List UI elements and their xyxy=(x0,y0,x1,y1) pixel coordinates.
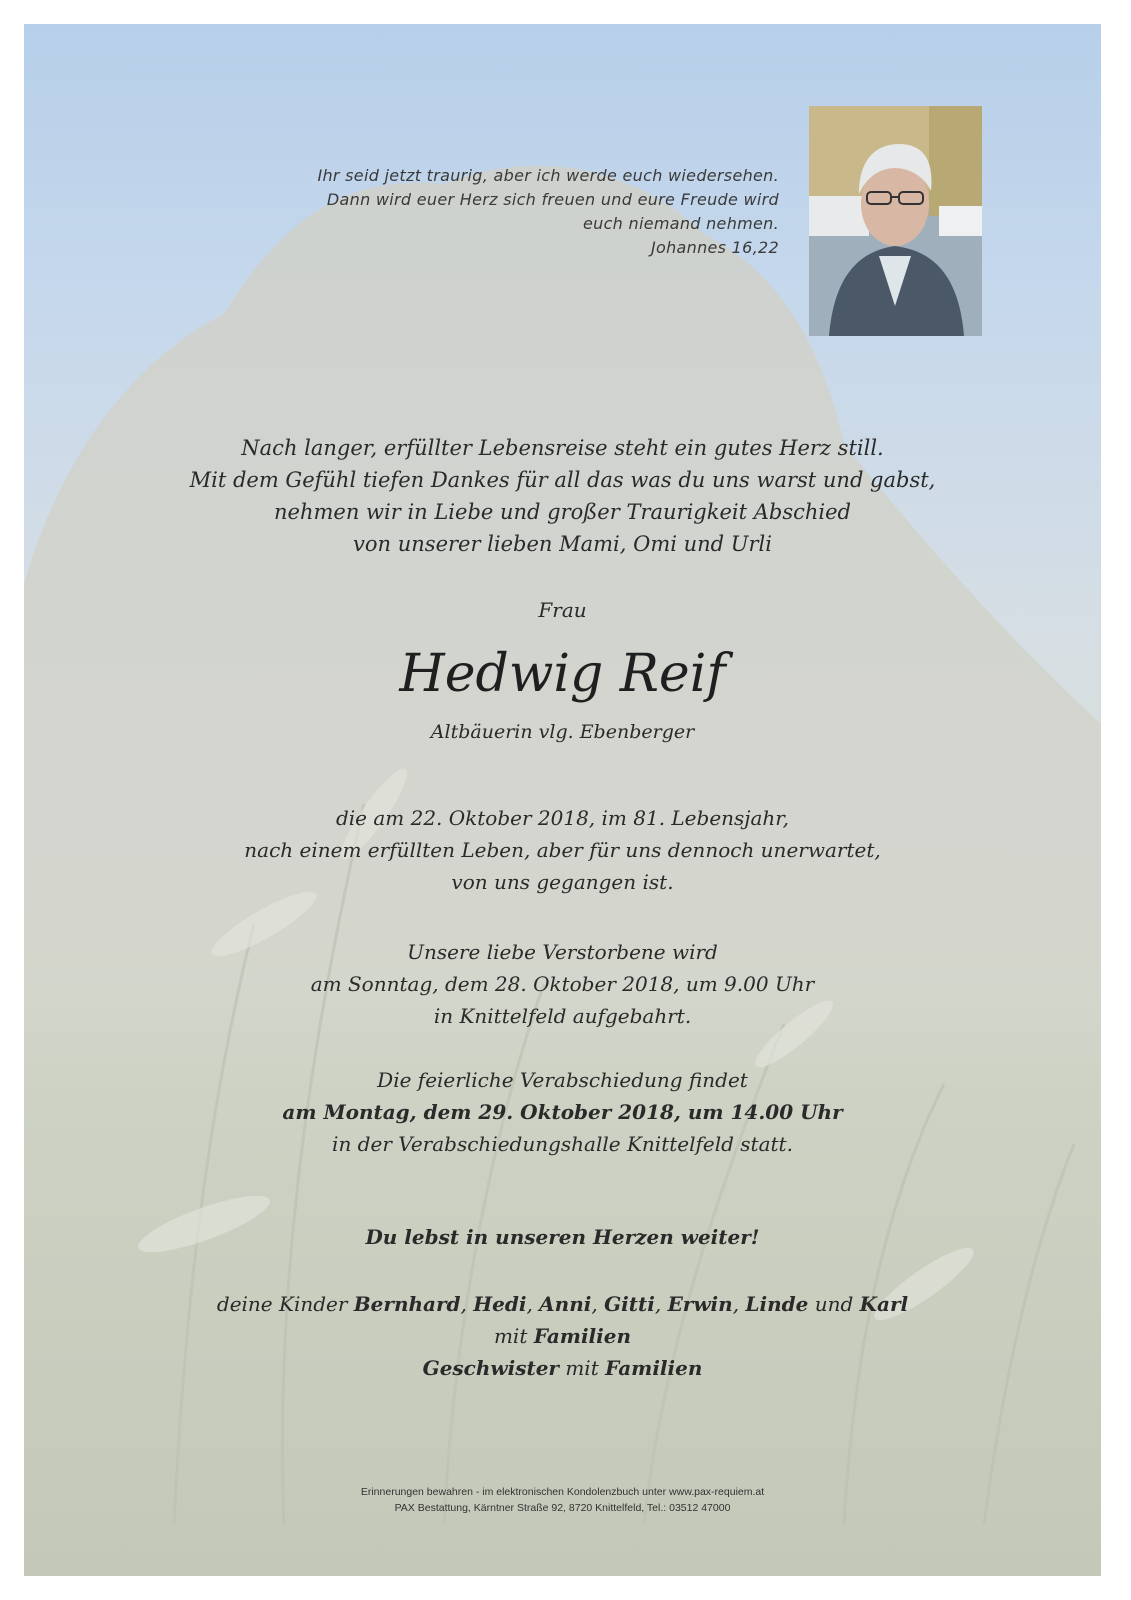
families-word: Familien xyxy=(533,1324,632,1348)
child-name: Bernhard xyxy=(353,1292,461,1316)
child-name: Hedi xyxy=(473,1292,527,1316)
separator: , xyxy=(732,1292,746,1316)
siblings-word: Geschwister xyxy=(422,1356,559,1380)
farewell-location: in der Verabschiedungshalle Knittelfeld statt. xyxy=(332,1132,793,1156)
intro-text xyxy=(24,432,1101,560)
quote-reference: Johannes 16,22 xyxy=(650,238,779,257)
footer xyxy=(24,1484,1101,1516)
quote-line: euch niemand nehmen. xyxy=(583,214,779,233)
salutation: Frau xyxy=(538,598,587,622)
footer-condolence-line: Erinnerungen bewahren - im elektronischen Kondolenzbuch unter www.pax-requiem.at xyxy=(360,1486,765,1498)
separator: , xyxy=(526,1292,540,1316)
family-signature xyxy=(24,1288,1101,1384)
deceased-name: Hedwig Reif xyxy=(399,644,726,704)
family-children-line xyxy=(24,1288,1101,1320)
portrait-image xyxy=(809,106,982,336)
quote-line: Ihr seid jetzt traurig, aber ich werde euch wiedersehen. xyxy=(317,166,779,185)
child-name: Gitti xyxy=(604,1292,655,1316)
intro-line: nehmen wir in Liebe und großer Traurigkeit Abschied xyxy=(274,500,851,524)
family-line-3 xyxy=(24,1352,1101,1384)
viewing-line: Unsere liebe Verstorbene wird xyxy=(407,940,718,964)
separator: , xyxy=(460,1292,474,1316)
child-name: Erwin xyxy=(667,1292,733,1316)
bible-quote xyxy=(179,164,779,260)
separator: , xyxy=(654,1292,668,1316)
intro-line: Nach langer, erfüllter Lebensreise steht ein gutes Herz still. xyxy=(241,436,884,460)
death-line: die am 22. Oktober 2018, im 81. Lebensjahr, xyxy=(335,806,790,830)
quote-line: Dann wird euer Herz sich freuen und eure Freude wird xyxy=(326,190,779,209)
portrait-photo xyxy=(809,106,982,336)
intro-line: von unserer lieben Mami, Omi und Urli xyxy=(353,532,772,556)
viewing-notice xyxy=(24,936,1101,1032)
deceased-title: Altbäuerin vlg. Ebenberger xyxy=(430,721,695,743)
footer-address-line: PAX Bestattung, Kärntner Straße 92, 8720 Knittelfeld, Tel.: 03512 47000 xyxy=(394,1502,731,1514)
child-name: Anni xyxy=(539,1292,592,1316)
and-word: und xyxy=(808,1292,860,1316)
with-word: mit xyxy=(558,1356,606,1380)
farewell-date: am Montag, dem 29. Oktober 2018, um 14.00 Uhr xyxy=(282,1100,843,1124)
farewell-notice xyxy=(24,1064,1101,1160)
families-word: Familien xyxy=(605,1356,703,1380)
obituary-sheet xyxy=(24,24,1101,1576)
viewing-line: in Knittelfeld aufgebahrt. xyxy=(433,1004,692,1028)
death-line: von uns gegangen ist. xyxy=(451,870,674,894)
family-line-2 xyxy=(24,1320,1101,1352)
farewell-line: Die feierliche Verabschiedung findet xyxy=(377,1068,748,1092)
children-prefix: deine Kinder xyxy=(216,1292,354,1316)
child-name: Linde xyxy=(745,1292,809,1316)
intro-line: Mit dem Gefühl tiefen Dankes für all das was du uns warst und gabst, xyxy=(189,468,936,492)
motto: Du lebst in unseren Herzen weiter! xyxy=(365,1225,760,1249)
death-notice xyxy=(24,802,1101,898)
separator: , xyxy=(591,1292,605,1316)
viewing-line: am Sonntag, dem 28. Oktober 2018, um 9.00 Uhr xyxy=(310,972,815,996)
with-word: mit xyxy=(493,1324,534,1348)
death-line: nach einem erfüllten Leben, aber für uns dennoch unerwartet, xyxy=(244,838,881,862)
child-name: Karl xyxy=(859,1292,909,1316)
